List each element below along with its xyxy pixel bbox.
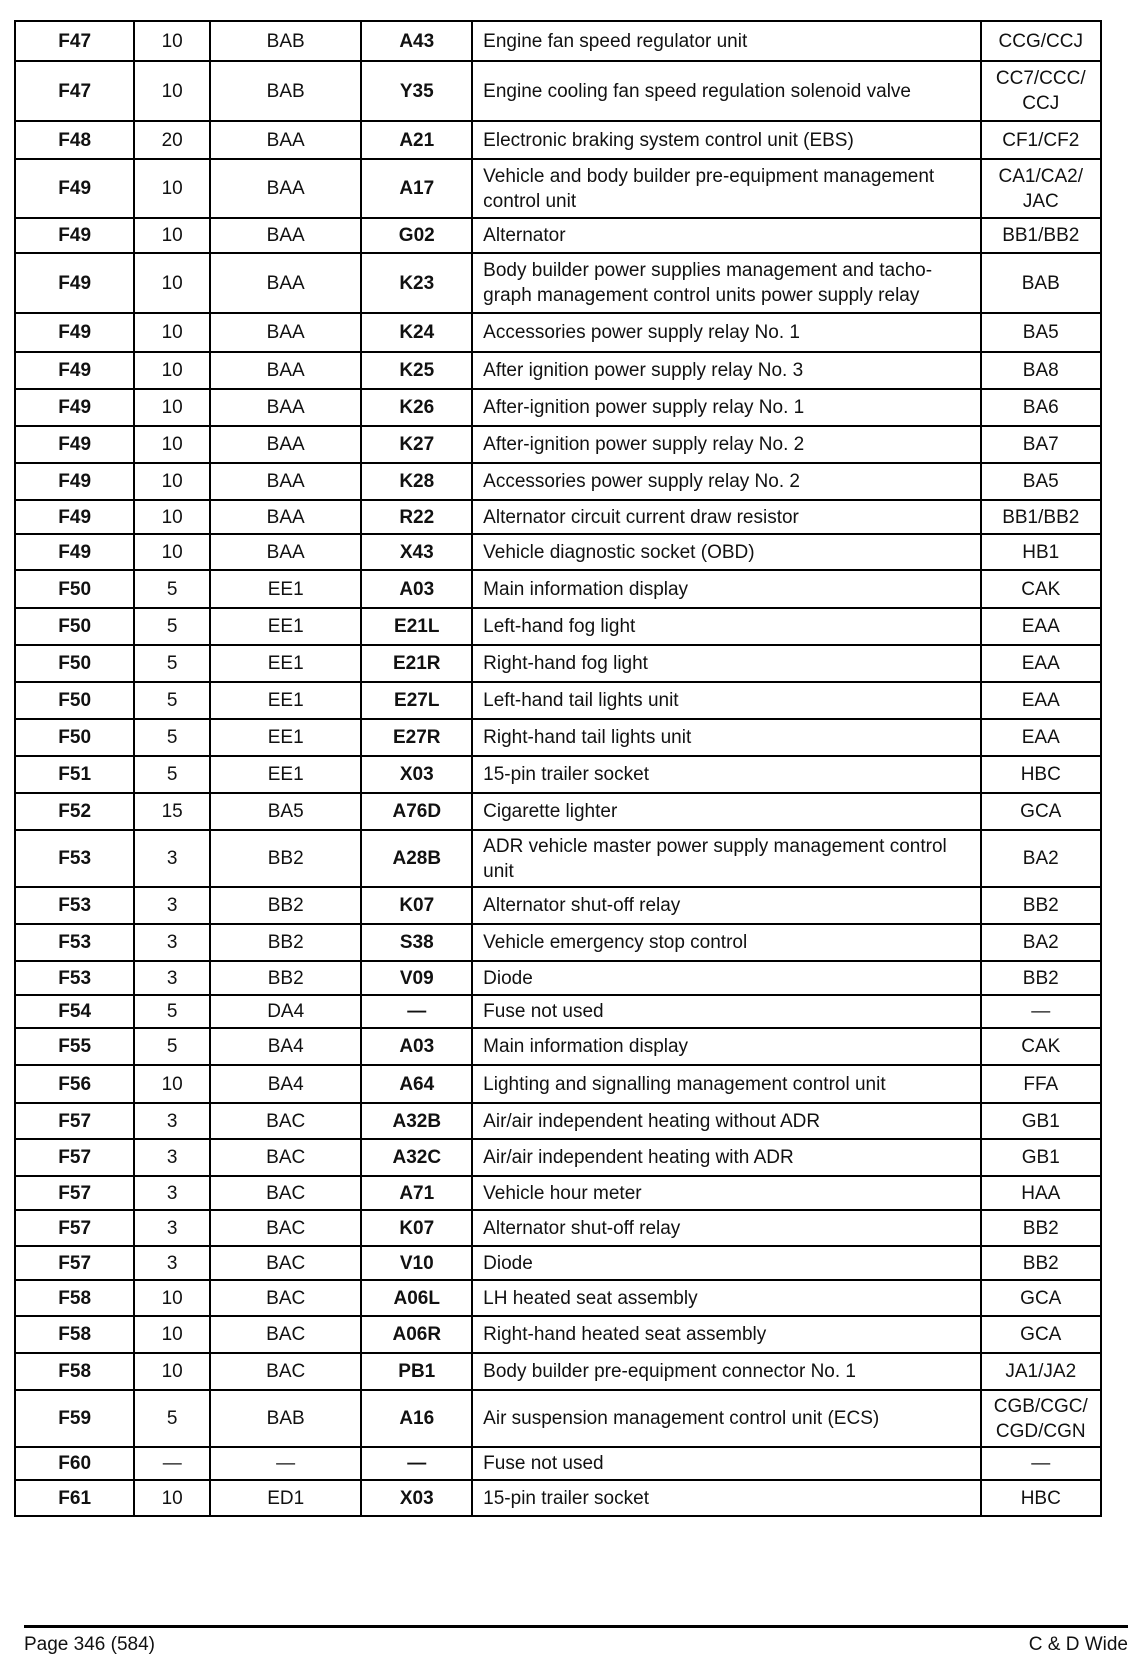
fuse-number: F58 <box>15 1316 134 1353</box>
component-description: Air suspension management control unit (ECS) <box>472 1390 980 1447</box>
component-code: E27L <box>361 682 472 719</box>
wire-code: EE1 <box>210 570 361 608</box>
location-code: GB1 <box>981 1139 1101 1176</box>
fuse-rating: 10 <box>134 463 210 500</box>
fuse-number: F53 <box>15 830 134 887</box>
fuse-rating: 20 <box>134 121 210 159</box>
fuse-number: F57 <box>15 1176 134 1210</box>
component-description: Vehicle hour meter <box>472 1176 980 1210</box>
document-title: C & D Wide <box>1028 1634 1128 1655</box>
component-description: Vehicle diagnostic socket (OBD) <box>472 534 980 570</box>
location-code: CAK <box>981 570 1101 608</box>
component-code: — <box>361 995 472 1028</box>
table-row <box>15 1065 1101 1103</box>
fuse-number: F49 <box>15 159 134 218</box>
component-code: A64 <box>361 1065 472 1103</box>
fuse-number: F54 <box>15 995 134 1028</box>
component-description: 15-pin trailer socket <box>472 1480 980 1516</box>
fuse-rating: 10 <box>134 1280 210 1316</box>
component-code: — <box>361 1447 472 1480</box>
wire-code: EE1 <box>210 608 361 645</box>
table-row <box>15 1139 1101 1176</box>
component-description: After-ignition power supply relay No. 1 <box>472 389 980 426</box>
fuse-table <box>14 20 1102 1517</box>
fuse-rating: 10 <box>134 1316 210 1353</box>
component-description: Diode <box>472 1246 980 1280</box>
wire-code: BAA <box>210 218 361 253</box>
table-row <box>15 1280 1101 1316</box>
fuse-rating: 3 <box>134 1210 210 1246</box>
location-code: CGB/CGC/ CGD/CGN <box>981 1390 1101 1447</box>
table-row <box>15 1447 1101 1480</box>
fuse-rating: 3 <box>134 1176 210 1210</box>
table-row <box>15 756 1101 793</box>
component-code: A28B <box>361 830 472 887</box>
wire-code: BAC <box>210 1210 361 1246</box>
location-code: CCG/CCJ <box>981 21 1101 61</box>
location-code: CA1/CA2/ JAC <box>981 159 1101 218</box>
fuse-rating: 10 <box>134 1480 210 1516</box>
component-description: Diode <box>472 961 980 995</box>
fuse-rating: 10 <box>134 159 210 218</box>
location-code: CF1/CF2 <box>981 121 1101 159</box>
location-code: BA7 <box>981 426 1101 463</box>
fuse-rating: — <box>134 1447 210 1480</box>
wire-code: BB2 <box>210 887 361 924</box>
location-code: EAA <box>981 645 1101 682</box>
fuse-table-container <box>14 20 1102 1517</box>
component-description: Cigarette lighter <box>472 793 980 830</box>
fuse-number: F50 <box>15 682 134 719</box>
location-code: CAK <box>981 1028 1101 1065</box>
table-row <box>15 218 1101 253</box>
wire-code: BAC <box>210 1246 361 1280</box>
fuse-number: F53 <box>15 887 134 924</box>
component-code: K26 <box>361 389 472 426</box>
location-code: BB2 <box>981 887 1101 924</box>
location-code: BA5 <box>981 463 1101 500</box>
component-code: A06L <box>361 1280 472 1316</box>
fuse-rating: 5 <box>134 756 210 793</box>
wire-code: BB2 <box>210 924 361 961</box>
table-row <box>15 682 1101 719</box>
fuse-number: F51 <box>15 756 134 793</box>
location-code: HBC <box>981 1480 1101 1516</box>
location-code: BA2 <box>981 830 1101 887</box>
component-description: Air/air independent heating with ADR <box>472 1139 980 1176</box>
component-code: X03 <box>361 756 472 793</box>
fuse-rating: 10 <box>134 253 210 313</box>
component-description: Fuse not used <box>472 1447 980 1480</box>
wire-code: BAC <box>210 1353 361 1390</box>
fuse-rating: 5 <box>134 1390 210 1447</box>
component-code: G02 <box>361 218 472 253</box>
table-row <box>15 500 1101 534</box>
fuse-number: F50 <box>15 719 134 756</box>
fuse-rating: 10 <box>134 21 210 61</box>
location-code: CC7/CCC/ CCJ <box>981 61 1101 121</box>
location-code: GCA <box>981 1316 1101 1353</box>
table-row <box>15 1316 1101 1353</box>
fuse-rating: 10 <box>134 1065 210 1103</box>
component-description: Engine cooling fan speed regulation solenoid valve <box>472 61 980 121</box>
component-description: Main information display <box>472 1028 980 1065</box>
component-code: V10 <box>361 1246 472 1280</box>
table-row <box>15 463 1101 500</box>
wire-code: EE1 <box>210 682 361 719</box>
fuse-number: F55 <box>15 1028 134 1065</box>
fuse-number: F49 <box>15 218 134 253</box>
fuse-number: F50 <box>15 570 134 608</box>
page-footer <box>24 1625 1128 1655</box>
wire-code: BA4 <box>210 1065 361 1103</box>
component-description: Accessories power supply relay No. 2 <box>472 463 980 500</box>
fuse-rating: 5 <box>134 682 210 719</box>
table-row <box>15 570 1101 608</box>
location-code: HBC <box>981 756 1101 793</box>
fuse-rating: 3 <box>134 924 210 961</box>
fuse-number: F49 <box>15 463 134 500</box>
fuse-number: F57 <box>15 1103 134 1139</box>
fuse-number: F58 <box>15 1353 134 1390</box>
fuse-rating: 15 <box>134 793 210 830</box>
location-code: BA2 <box>981 924 1101 961</box>
fuse-rating: 5 <box>134 645 210 682</box>
page-number: Page 346 (584) <box>24 1634 155 1655</box>
fuse-rating: 5 <box>134 608 210 645</box>
fuse-number: F58 <box>15 1280 134 1316</box>
fuse-rating: 5 <box>134 719 210 756</box>
fuse-rating: 3 <box>134 1139 210 1176</box>
component-description: Body builder pre-equipment connector No. 1 <box>472 1353 980 1390</box>
fuse-rating: 10 <box>134 352 210 389</box>
component-description: Fuse not used <box>472 995 980 1028</box>
fuse-rating: 10 <box>134 313 210 352</box>
component-description: LH heated seat assembly <box>472 1280 980 1316</box>
wire-code: — <box>210 1447 361 1480</box>
component-code: A76D <box>361 793 472 830</box>
wire-code: BAC <box>210 1316 361 1353</box>
table-row <box>15 426 1101 463</box>
table-row <box>15 793 1101 830</box>
location-code: BA8 <box>981 352 1101 389</box>
wire-code: BAC <box>210 1139 361 1176</box>
fuse-number: F49 <box>15 426 134 463</box>
location-code: BA6 <box>981 389 1101 426</box>
component-description: After-ignition power supply relay No. 2 <box>472 426 980 463</box>
fuse-number: F49 <box>15 352 134 389</box>
fuse-number: F50 <box>15 645 134 682</box>
location-code: FFA <box>981 1065 1101 1103</box>
fuse-rating: 5 <box>134 1028 210 1065</box>
component-code: K28 <box>361 463 472 500</box>
fuse-number: F56 <box>15 1065 134 1103</box>
fuse-rating: 3 <box>134 887 210 924</box>
fuse-number: F57 <box>15 1246 134 1280</box>
wire-code: BAA <box>210 534 361 570</box>
table-row <box>15 1210 1101 1246</box>
location-code: BB2 <box>981 1246 1101 1280</box>
wire-code: BAA <box>210 426 361 463</box>
component-code: E21L <box>361 608 472 645</box>
wire-code: BAB <box>210 1390 361 1447</box>
location-code: — <box>981 1447 1101 1480</box>
fuse-number: F47 <box>15 21 134 61</box>
component-code: K07 <box>361 1210 472 1246</box>
table-row <box>15 61 1101 121</box>
component-description: ADR vehicle master power supply management control unit <box>472 830 980 887</box>
component-description: Left-hand fog light <box>472 608 980 645</box>
fuse-number: F57 <box>15 1139 134 1176</box>
component-description: Left-hand tail lights unit <box>472 682 980 719</box>
table-row <box>15 1353 1101 1390</box>
table-row <box>15 389 1101 426</box>
fuse-number: F59 <box>15 1390 134 1447</box>
table-row <box>15 887 1101 924</box>
wire-code: BAB <box>210 21 361 61</box>
fuse-number: F49 <box>15 389 134 426</box>
component-code: X03 <box>361 1480 472 1516</box>
table-row <box>15 719 1101 756</box>
table-row <box>15 313 1101 352</box>
fuse-number: F53 <box>15 924 134 961</box>
component-code: S38 <box>361 924 472 961</box>
component-description: Alternator shut-off relay <box>472 1210 980 1246</box>
fuse-rating: 10 <box>134 218 210 253</box>
component-code: R22 <box>361 500 472 534</box>
component-description: Electronic braking system control unit (EBS) <box>472 121 980 159</box>
component-code: PB1 <box>361 1353 472 1390</box>
component-code: A21 <box>361 121 472 159</box>
location-code: EAA <box>981 719 1101 756</box>
fuse-rating: 3 <box>134 1103 210 1139</box>
location-code: BA5 <box>981 313 1101 352</box>
component-description: Vehicle emergency stop control <box>472 924 980 961</box>
fuse-rating: 10 <box>134 61 210 121</box>
component-description: Body builder power supplies management and tachograph management control units power supply relay <box>472 253 980 313</box>
component-description: Alternator <box>472 218 980 253</box>
wire-code: BAA <box>210 389 361 426</box>
wire-code: BAA <box>210 500 361 534</box>
component-description: Alternator circuit current draw resistor <box>472 500 980 534</box>
component-code: E27R <box>361 719 472 756</box>
fuse-rating: 10 <box>134 534 210 570</box>
wire-code: BAA <box>210 253 361 313</box>
location-code: BAB <box>981 253 1101 313</box>
component-description: Right-hand tail lights unit <box>472 719 980 756</box>
location-code: BB2 <box>981 961 1101 995</box>
table-row <box>15 534 1101 570</box>
wire-code: BAA <box>210 463 361 500</box>
location-code: GCA <box>981 793 1101 830</box>
wire-code: BAA <box>210 352 361 389</box>
fuse-number: F49 <box>15 253 134 313</box>
fuse-number: F48 <box>15 121 134 159</box>
component-description: Engine fan speed regulator unit <box>472 21 980 61</box>
fuse-number: F57 <box>15 1210 134 1246</box>
component-code: E21R <box>361 645 472 682</box>
component-description: Right-hand fog light <box>472 645 980 682</box>
fuse-number: F53 <box>15 961 134 995</box>
component-code: A32B <box>361 1103 472 1139</box>
table-row <box>15 1390 1101 1447</box>
location-code: — <box>981 995 1101 1028</box>
component-code: K24 <box>361 313 472 352</box>
table-row <box>15 830 1101 887</box>
fuse-rating: 3 <box>134 1246 210 1280</box>
table-row <box>15 1103 1101 1139</box>
wire-code: EE1 <box>210 756 361 793</box>
fuse-number: F49 <box>15 534 134 570</box>
table-row <box>15 21 1101 61</box>
component-description: Alternator shut-off relay <box>472 887 980 924</box>
table-row <box>15 121 1101 159</box>
fuse-rating: 5 <box>134 995 210 1028</box>
component-code: K07 <box>361 887 472 924</box>
fuse-rating: 10 <box>134 500 210 534</box>
component-code: X43 <box>361 534 472 570</box>
fuse-rating: 5 <box>134 570 210 608</box>
fuse-number: F49 <box>15 500 134 534</box>
component-description: Right-hand heated seat assembly <box>472 1316 980 1353</box>
component-code: V09 <box>361 961 472 995</box>
wire-code: ED1 <box>210 1480 361 1516</box>
component-code: A71 <box>361 1176 472 1210</box>
wire-code: BAA <box>210 313 361 352</box>
fuse-number: F60 <box>15 1447 134 1480</box>
location-code: EAA <box>981 608 1101 645</box>
table-row <box>15 1028 1101 1065</box>
table-row <box>15 1246 1101 1280</box>
wire-code: BA5 <box>210 793 361 830</box>
location-code: EAA <box>981 682 1101 719</box>
fuse-rating: 3 <box>134 961 210 995</box>
location-code: BB2 <box>981 1210 1101 1246</box>
wire-code: EE1 <box>210 719 361 756</box>
component-code: K27 <box>361 426 472 463</box>
wire-code: BAC <box>210 1280 361 1316</box>
table-row <box>15 253 1101 313</box>
fuse-rating: 10 <box>134 1353 210 1390</box>
component-code: A32C <box>361 1139 472 1176</box>
fuse-rating: 10 <box>134 389 210 426</box>
component-code: A16 <box>361 1390 472 1447</box>
wire-code: BB2 <box>210 830 361 887</box>
table-row <box>15 995 1101 1028</box>
table-row <box>15 645 1101 682</box>
table-row <box>15 1176 1101 1210</box>
table-row <box>15 924 1101 961</box>
wire-code: BAA <box>210 121 361 159</box>
location-code: HAA <box>981 1176 1101 1210</box>
wire-code: BB2 <box>210 961 361 995</box>
wire-code: BA4 <box>210 1028 361 1065</box>
component-code: K23 <box>361 253 472 313</box>
component-code: A43 <box>361 21 472 61</box>
wire-code: BAC <box>210 1176 361 1210</box>
component-description: Vehicle and body builder pre-equipment management control unit <box>472 159 980 218</box>
location-code: GCA <box>981 1280 1101 1316</box>
component-code: A06R <box>361 1316 472 1353</box>
wire-code: BAB <box>210 61 361 121</box>
location-code: BB1/BB2 <box>981 500 1101 534</box>
component-description: Main information display <box>472 570 980 608</box>
component-description: Accessories power supply relay No. 1 <box>472 313 980 352</box>
component-code: A03 <box>361 1028 472 1065</box>
fuse-number: F52 <box>15 793 134 830</box>
location-code: JA1/JA2 <box>981 1353 1101 1390</box>
component-code: A17 <box>361 159 472 218</box>
table-row <box>15 608 1101 645</box>
component-description: Lighting and signalling management control unit <box>472 1065 980 1103</box>
component-description: Air/air independent heating without ADR <box>472 1103 980 1139</box>
location-code: HB1 <box>981 534 1101 570</box>
wire-code: BAA <box>210 159 361 218</box>
fuse-number: F49 <box>15 313 134 352</box>
location-code: BB1/BB2 <box>981 218 1101 253</box>
table-row <box>15 961 1101 995</box>
fuse-rating: 3 <box>134 830 210 887</box>
component-code: Y35 <box>361 61 472 121</box>
table-row <box>15 1480 1101 1516</box>
wire-code: DA4 <box>210 995 361 1028</box>
wire-code: EE1 <box>210 645 361 682</box>
table-row <box>15 159 1101 218</box>
table-row <box>15 352 1101 389</box>
location-code: GB1 <box>981 1103 1101 1139</box>
component-description: After ignition power supply relay No. 3 <box>472 352 980 389</box>
component-code: A03 <box>361 570 472 608</box>
wire-code: BAC <box>210 1103 361 1139</box>
component-description: 15-pin trailer socket <box>472 756 980 793</box>
component-code: K25 <box>361 352 472 389</box>
fuse-rating: 10 <box>134 426 210 463</box>
fuse-number: F50 <box>15 608 134 645</box>
fuse-number: F47 <box>15 61 134 121</box>
fuse-number: F61 <box>15 1480 134 1516</box>
